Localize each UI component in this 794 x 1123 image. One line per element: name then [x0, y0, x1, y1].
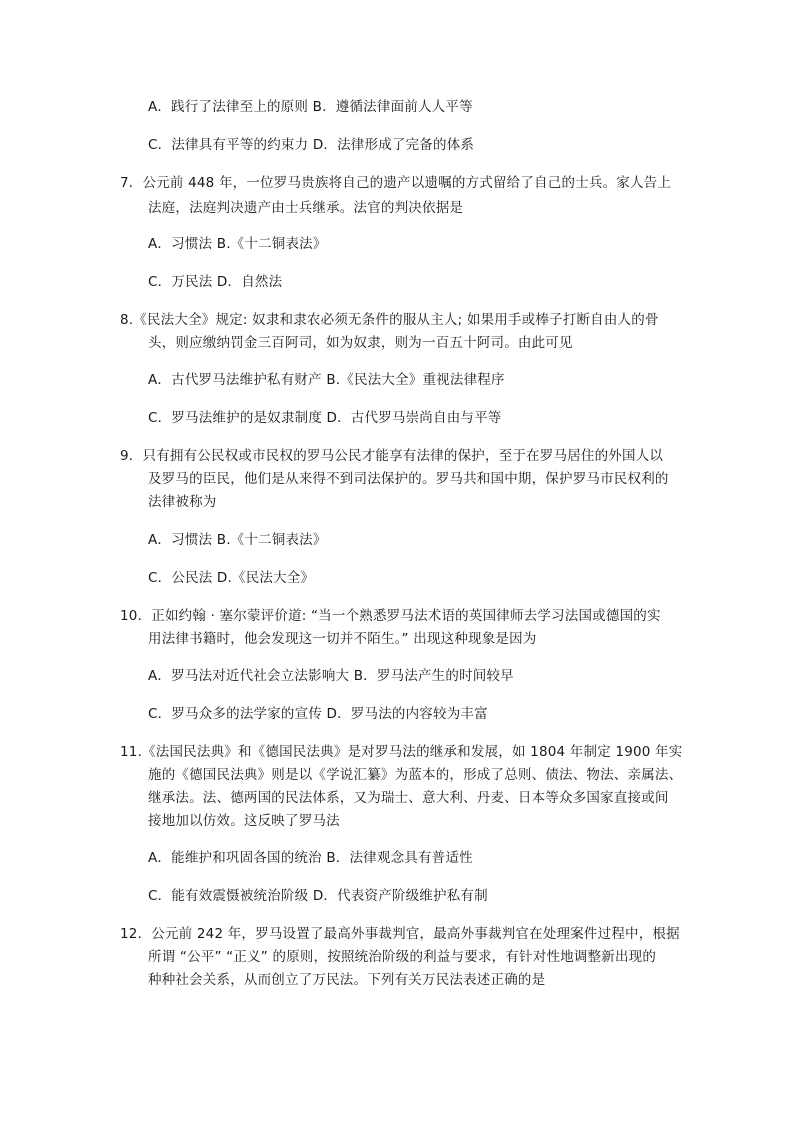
- option-line: A．践行了法律至上的原则 B．遵循法律面前人人平等: [148, 99, 473, 115]
- option-line: C．法律具有平等的约束力 D．法律形成了完备的体系: [148, 137, 475, 153]
- question-stem-line: 所谓 “公平” “正义” 的原则，按照统治阶级的利益与要求，有针对性地调整新出现的: [148, 949, 657, 965]
- question-stem-line: 种种社会关系，从而创立了万民法。下列有关万民法表述正确的是: [148, 972, 546, 988]
- question-stem-line: 法律被称为: [148, 494, 217, 510]
- option-line: A．习惯法 B.《十二铜表法》: [148, 532, 327, 548]
- option-line: C．万民法 D．自然法: [148, 274, 283, 290]
- option-line: A．能维护和巩固各国的统治 B．法律观念具有普适性: [148, 850, 473, 866]
- question-stem-line: 8.《民法大全》规定: 奴隶和隶农必须无条件的服从主人; 如果用手或棒子打断自由人的骨: [120, 312, 659, 328]
- option-line: C．公民法 D.《民法大全》: [148, 570, 315, 586]
- option-line: A．习惯法 B.《十二铜表法》: [148, 236, 327, 252]
- option-line: A．古代罗马法维护私有财产 B.《民法大全》重视法律程序: [148, 372, 505, 388]
- question-stem-line: 接地加以仿效。这反映了罗马法: [148, 813, 340, 829]
- question-stem-line: 10．正如约翰 · 塞尔蒙评价道: “当一个熟悉罗马法术语的英国律师去学习法国或德国的实: [120, 608, 661, 624]
- question-stem-line: 及罗马的臣民，他们是从来得不到司法保护的。罗马共和国中期，保护罗马市民权利的: [148, 471, 669, 487]
- option-line: C．罗马法维护的是奴隶制度 D．古代罗马崇尚自由与平等: [148, 410, 502, 426]
- question-stem-line: 施的《德国民法典》则是以《学说汇纂》为蓝本的，形成了总则、债法、物法、亲属法、: [148, 767, 683, 783]
- question-stem-line: 头，则应缴纳罚金三百阿司，如为奴隶，则为一百五十阿司。由此可见: [148, 335, 573, 351]
- option-line: A．罗马法对近代社会立法影响大 B．罗马法产生的时间较早: [148, 668, 514, 684]
- question-stem-line: 11.《法国民法典》和《德国民法典》是对罗马法的继承和发展，如 1804 年制定 1900 年实: [120, 744, 683, 760]
- option-line: C．罗马众多的法学家的宣传 D．罗马法的内容较为丰富: [148, 706, 488, 722]
- question-stem-line: 用法律书籍时，他会发现这一切并不陌生。” 出现这种现象是因为: [148, 631, 537, 647]
- question-stem-line: 7．公元前 448 年，一位罗马贵族将自己的遗产以遗嘱的方式留给了自己的士兵。家人告上: [120, 175, 672, 191]
- question-stem-line: 继承法。法、德两国的民法体系，又为瑞士、意大利、丹麦、日本等众多国家直接或间: [148, 790, 669, 806]
- question-stem-line: 9．只有拥有公民权或市民权的罗马公民才能享有法律的保护，至于在罗马居住的外国人以: [120, 448, 664, 464]
- option-line: C．能有效震慑被统治阶级 D．代表资产阶级维护私有制: [148, 888, 488, 904]
- question-stem-line: 12．公元前 242 年，罗马设置了最高外事裁判官，最高外事裁判官在处理案件过程中，根据: [120, 926, 680, 942]
- question-stem-line: 法庭，法庭判决遗产由士兵继承。法官的判决依据是: [148, 200, 464, 216]
